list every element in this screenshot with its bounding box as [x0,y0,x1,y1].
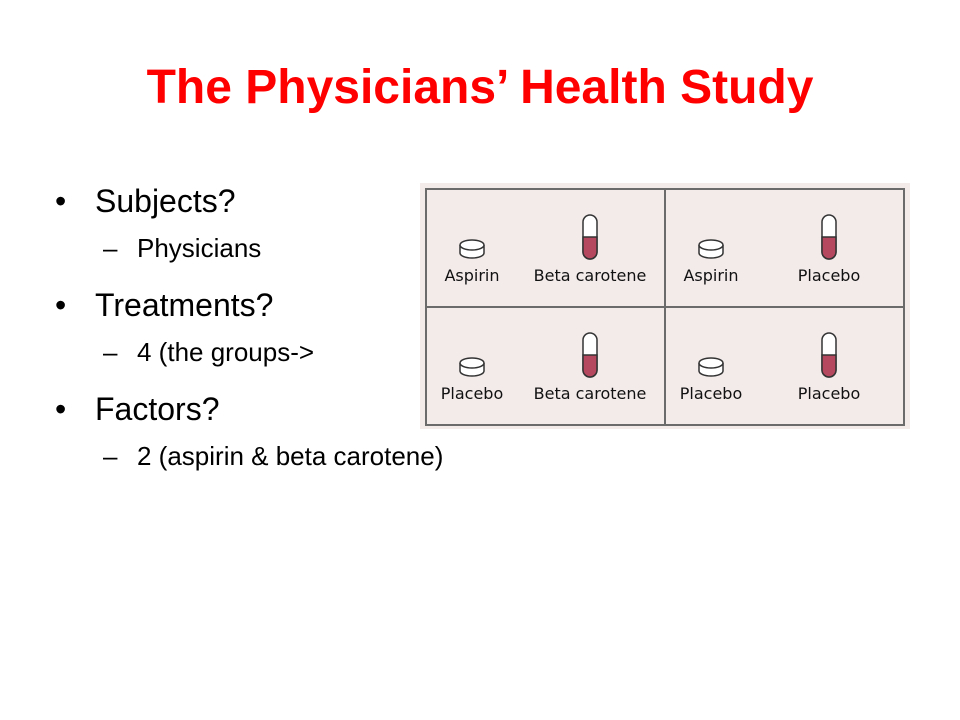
group-right-label: Beta carotene [533,384,647,403]
tablet-icon [460,240,484,250]
group-right-label: Placebo [797,266,861,285]
sub-bullet-text: Physicians [137,233,262,263]
sub-bullet-text: 4 (the groups-> [137,337,315,367]
group-right-label: Placebo [797,384,861,403]
group-left-label: Aspirin [683,266,739,285]
slide-title: The Physicians’ Health Study [146,61,814,114]
dash-marker: – [103,441,118,471]
capsule-fill [583,355,597,377]
dash-marker: – [103,233,118,263]
sub-bullet-factors [55,432,555,490]
group-left-label: Placebo [679,384,743,403]
sub-bullet-text: 2 (aspirin & beta carotene) [137,441,444,471]
bullet-treatments: • Treatments? [55,282,555,328]
capsule-fill [583,237,597,259]
group-left-label: Placebo [440,384,504,403]
tablet-icon [699,358,723,368]
tablet-icon [460,358,484,368]
bullet-factors: • Factors? [55,386,555,432]
capsule-fill [822,355,836,377]
bullet-subjects: • Subjects? [55,178,555,224]
treatment-groups-grid [420,183,910,429]
group-left-label: Aspirin [444,266,500,285]
treatment-groups-figure [420,183,910,429]
capsule-fill [822,237,836,259]
group-right-label: Beta carotene [533,266,647,285]
dash-marker: – [103,337,118,367]
tablet-icon [699,240,723,250]
